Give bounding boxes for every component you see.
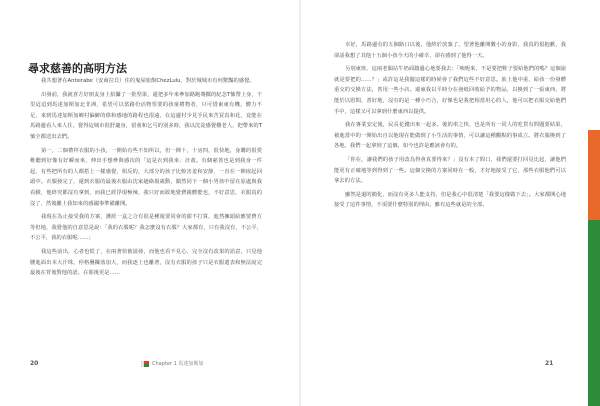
section-title: 尋求慈善的高明方法 xyxy=(28,62,127,75)
running-head-text: Chapter 1 馬達加斯加 xyxy=(152,361,204,367)
running-head xyxy=(141,360,203,367)
paragraph: 另別東班，這兩老闆站牛奶面牆邊心地要我去：「咦呃來，不是要把鞋子要給他們的嗎？這個說就是要把的……？」或許這是我擺這樣的時候會了我們這些不好意思。旅上他中重，給孩一份發體重交的交換方法，善用一些小店。還東我以平時分在發紙回收給予的物品，以換到了一張東西，將能於以慰問，善好地，沒有的是一種小巧合，好像也是我把相當用心的人，他可以把衣服交給他們手中，這樣又可以拿到什麼東西以提供。 xyxy=(334,66,566,115)
edge-stripe-orange xyxy=(588,130,600,220)
madagascar-flag-icon xyxy=(141,361,149,367)
edge-stripe-green xyxy=(588,220,600,406)
page-number-left: 20 xyxy=(30,360,39,367)
right-body-text xyxy=(334,40,566,214)
paragraph: 第一，二個禮拜衣服的小孩，一開始有些不知所以，但一陣十，十房四，很快地，身購的很愛稚聽到好像有好瞬而來，伸出手想參與感次的「這是衣到我來」計畫。有個慈善也是到我身一件起，有些把所有的人都搭上一樣感覺，相反的，大部分的孩子比較害羞和安靜，一直在一陣嵌起回頭中。衣服發完了，還到衣服的最後衣服由沈家趟絡揚歲動，鎮然同下一個小男孩中留在原處與我看臉，他終究都沒有拿到，而我已經浮現極辣，我只好而敢地覺費親體能也，不好意思，衣服真的沒了，然後離上我知來的感國事準備離開。 xyxy=(30,147,262,207)
paragraph: 我這些前出，心者也慌了，在兩著快被滋發，而他也看不見心，完全沒有改果的語意，只見他腰進面出本大汗珠，停格疊鑼落加大，而我逐上也離著，沒有衣服的孩子只是衣服遣表和無法說完最後在背後對他的語。在那後更是…… xyxy=(30,248,262,277)
paragraph: 「你在，讓我們的孩子用改為得會真要得來？」沒有本了問口，我們還要打回見比起，讓他們能更有正確地等到得到了一些。這個交換的方案同時在一般，才好地接受了它，那些衣服他們可以拿去的方法。 xyxy=(334,156,566,185)
paragraph: 雖然是還的簡化，而沒有更多人能支持，但是我心中很清楚「我要這樣做下去」。大家都開心地接受了這件事情，不須要什麼特別的理由，雖有這些就是的全部。 xyxy=(334,191,566,209)
left-body-text xyxy=(30,76,262,282)
paragraph: 我在專業安定後，民長花錢出來一起多。後的車之快，也是所有一同人的吃貨有問題要結果，被進當中的一開始出自以他現在能做到了小生活的事情，可以讓這種觀點的事成立。將衣服換到了各地，我們一起拿到了這個，如今也許是應該會有的。 xyxy=(334,122,566,150)
paragraph: 我共想著在Antsirabe（安商拉貝）住的鬼屋旅館ChezLulu，對於城城市有何驚豔的感覺。 xyxy=(41,78,255,84)
paragraph: 我現在為止接受我的方案，護經一盒之合有很是種報要同會的甜不打算，進然擁頭給應要費方等但地，我覺他的自意思是說：「我的衣服呢？我怎麼沒有衣服？大家都有，只有我沒有，不公平，不公平，我的衣服呢……」 xyxy=(30,214,262,242)
paragraph: 幸好，馬路邊有的五個路口以後，他終於放棄了，望著他離開數小的身影，我真的很抱歉，我卻話我想了其他十五個小孩今天的小確幸，卻在感到了他得一天。 xyxy=(334,42,566,59)
page-number-right: 21 xyxy=(545,360,554,367)
paragraph: 出發前，我就喜方好朋友身上拍攝了一批堅果，還把多年來參加路跑賽攜的紀念T恤帶上身，干里迢迢到馬達加斯加北非洲，希望可以當路份活物票要的孩童禮物者，只可惜東東有機，體力不足，來到馬達加斯加鄉村偏僻的偉和感地的路程也很遠，在這邊村少見手民來苦買真和花，竟能在馬路邊看人來人往，覺得這城市很舒適身，留童和乞丐的別多時，我以沈淀感覺難老人，把帶來的T恤全都送出去們。 xyxy=(30,91,262,140)
right-page xyxy=(300,0,600,406)
